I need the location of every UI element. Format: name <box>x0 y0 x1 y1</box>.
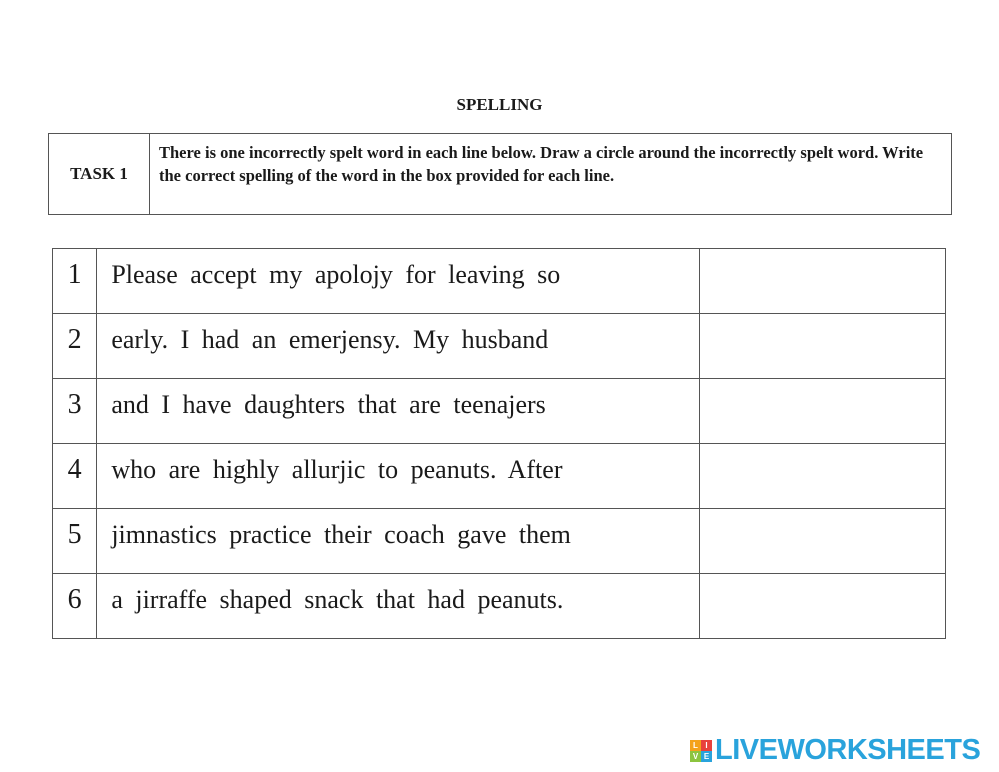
worksheet-title: SPELLING <box>456 95 543 114</box>
logo-letter-i: I <box>701 740 712 751</box>
sentence-text[interactable]: who are highly allurjic to peanuts. After <box>97 444 700 509</box>
answer-input[interactable] <box>700 379 945 443</box>
spelling-table <box>52 248 946 639</box>
line-number: 1 <box>53 249 97 314</box>
sentence-text[interactable]: early. I had an emerjensy. My husband <box>97 314 700 379</box>
answer-box <box>700 509 946 574</box>
liveworksheets-logo-icon <box>690 740 712 762</box>
logo-letter-l: L <box>690 740 701 751</box>
logo-letter-v: V <box>690 751 701 762</box>
table-row <box>53 444 946 509</box>
answer-box <box>700 249 946 314</box>
table-row <box>53 314 946 379</box>
sentence-text[interactable]: and I have daughters that are teenajers <box>97 379 700 444</box>
sentence-text[interactable]: jimnastics practice their coach gave them <box>97 509 700 574</box>
line-number: 4 <box>53 444 97 509</box>
task-label: TASK 1 <box>49 134 150 214</box>
logo-letter-e: E <box>701 751 712 762</box>
task-instructions: There is one incorrectly spelt word in each line below. Draw a circle around the incorrectly spelt word. Write the correct spelling of the word in the box provided for each line. <box>159 143 924 185</box>
answer-input[interactable] <box>700 444 945 508</box>
brand-name: LIVEWORKSHEETS <box>715 734 981 766</box>
answer-input[interactable] <box>700 574 945 638</box>
line-number: 3 <box>53 379 97 444</box>
line-number: 5 <box>53 509 97 574</box>
table-row <box>53 249 946 314</box>
line-number: 2 <box>53 314 97 379</box>
table-row <box>53 379 946 444</box>
answer-input[interactable] <box>700 314 945 378</box>
liveworksheets-logo <box>690 734 980 767</box>
answer-input[interactable] <box>700 249 945 313</box>
table-row <box>53 509 946 574</box>
answer-box <box>700 444 946 509</box>
answer-box <box>700 379 946 444</box>
answer-input[interactable] <box>700 509 945 573</box>
table-row <box>53 574 946 639</box>
line-number: 6 <box>53 574 97 639</box>
sentence-text[interactable]: Please accept my apolojy for leaving so <box>97 249 700 314</box>
task-instruction-box <box>48 133 952 215</box>
answer-box <box>700 574 946 639</box>
answer-box <box>700 314 946 379</box>
sentence-text[interactable]: a jirraffe shaped snack that had peanuts. <box>97 574 700 639</box>
